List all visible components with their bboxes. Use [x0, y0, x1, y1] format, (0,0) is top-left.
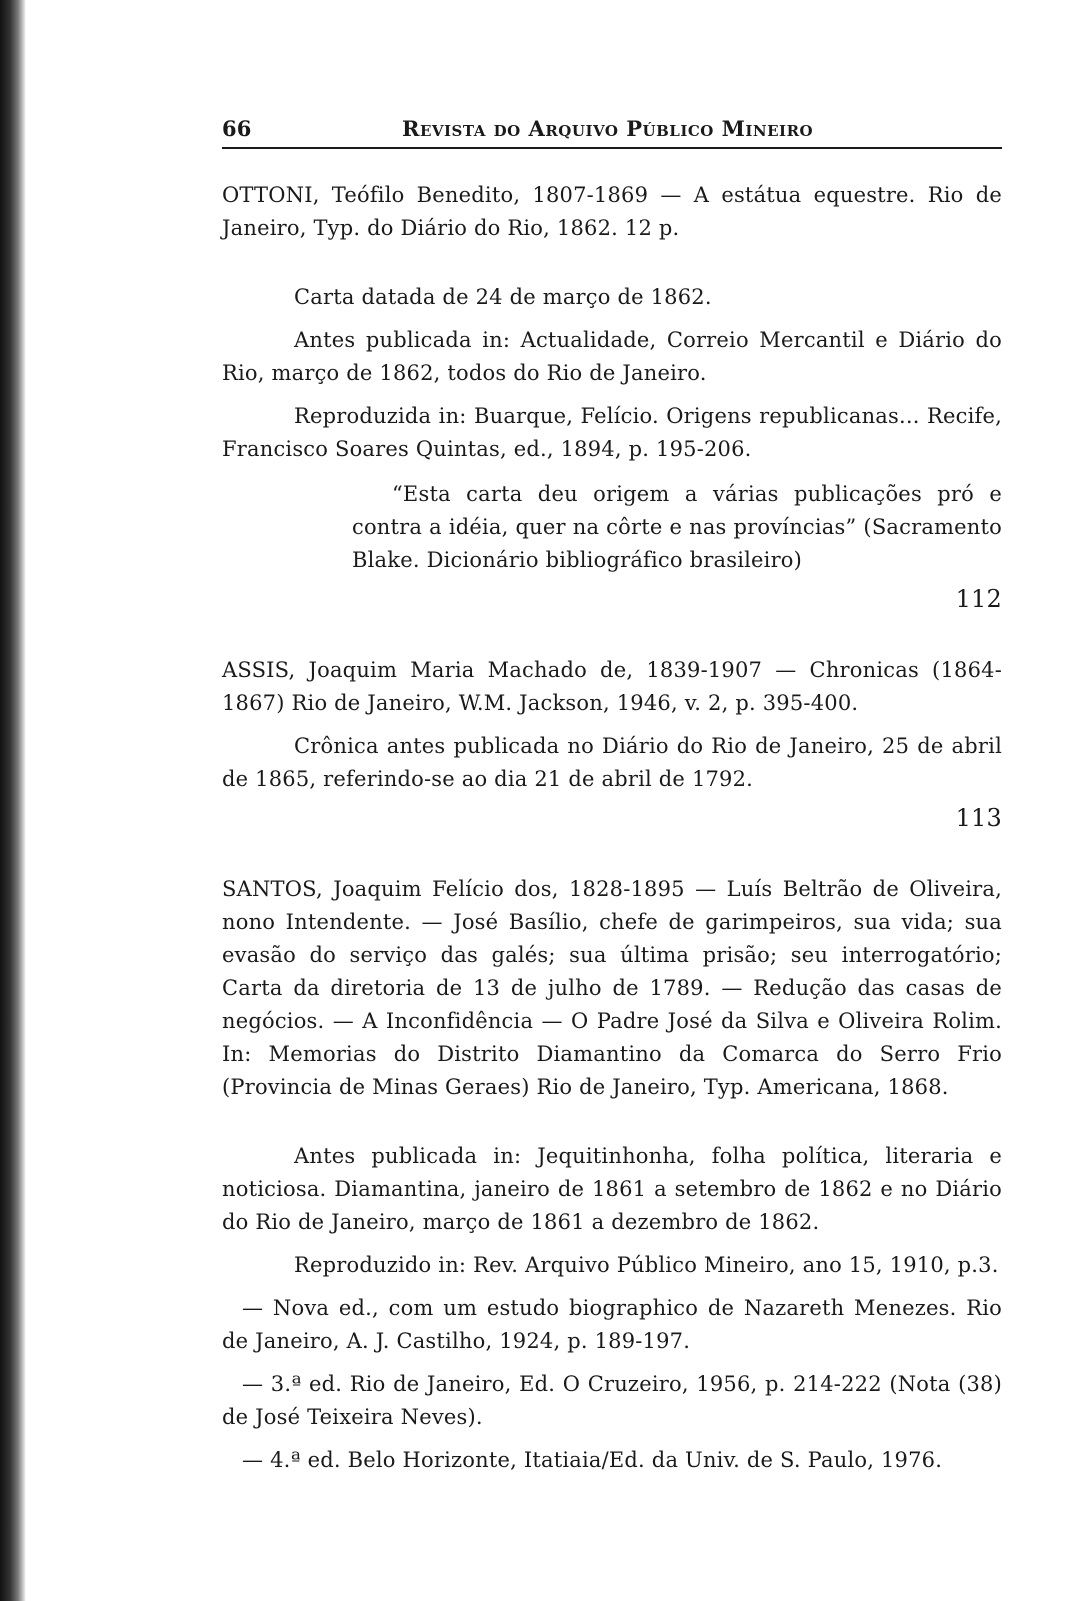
- entry-number: 113: [955, 804, 1002, 832]
- edition-line: — Nova ed., com um estudo biographico de Nazareth Menezes. Rio de Janeiro, A. J. Castilho, 1924, p. 189-197.: [222, 1296, 1002, 1353]
- entry-number: 112: [955, 585, 1002, 613]
- entry-heading: SANTOS, Joaquim Felício dos, 1828-1895 — Luís Beltrão de Oliveira, nono Intendente. — José Basílio, chefe de garimpeiros, sua vida; sua evasão do serviço das galés; sua última prisão; seu interrogatório; Carta da diretoria de 13 de julho de 1789. — Redução das casas de negócios. — A Inconfidência — O Padre José da Silva e Oliveira Rolim. In: Memorias do Distrito Diamantino da Comarca do Serro Frio (Provincia de Minas Geraes) Rio de Janeiro, Typ. Americana, 1868.: [222, 877, 1002, 1099]
- bibliography-entry: [222, 179, 1002, 616]
- journal-title: Revista do Arquivo Público Mineiro: [402, 116, 814, 141]
- bibliography-entry: [222, 654, 1002, 835]
- page-number: 66: [222, 116, 252, 141]
- entry-note: Crônica antes publicada no Diário do Rio de Janeiro, 25 de abril de 1865, referindo-se ao dia 21 de abril de 1792.: [222, 734, 1002, 791]
- entry-note: Reproduzido in: Rev. Arquivo Público Mineiro, ano 15, 1910, p.3.: [294, 1253, 999, 1277]
- book-binding-shadow: [0, 0, 26, 1601]
- bibliography-entry: [222, 873, 1002, 1477]
- entry-heading: ASSIS, Joaquim Maria Machado de, 1839-1907 — Chronicas (1864-1867) Rio de Janeiro, W.M. Jackson, 1946, v. 2, p. 395-400.: [222, 658, 1002, 715]
- running-header: [222, 112, 1002, 149]
- document-page: [222, 112, 1002, 1477]
- entry-quote: “Esta carta deu origem a várias publicações pró e contra a idéia, quer na côrte e nas províncias” (Sacramento Blake. Dicionário bibliográfico brasileiro): [352, 482, 1002, 572]
- entry-note: Antes publicada in: Actualidade, Correio Mercantil e Diário do Rio, março de 1862, todos do Rio de Janeiro.: [222, 328, 1002, 385]
- entry-note: Reproduzida in: Buarque, Felício. Origens republicanas... Recife, Francisco Soares Quintas, ed., 1894, p. 195-206.: [222, 404, 1002, 461]
- entry-note: Antes publicada in: Jequitinhonha, folha política, literaria e noticiosa. Diamantina, janeiro de 1861 a setembro de 1862 e no Diário do Rio de Janeiro, março de 1861 a dezembro de 1862.: [222, 1144, 1002, 1234]
- entry-note: Carta datada de 24 de março de 1862.: [294, 285, 712, 309]
- edition-line: — 3.ª ed. Rio de Janeiro, Ed. O Cruzeiro, 1956, p. 214-222 (Nota (38) de José Teixeira Neves).: [222, 1372, 1002, 1429]
- entry-heading: OTTONI, Teófilo Benedito, 1807-1869 — A estátua equestre. Rio de Janeiro, Typ. do Diário do Rio, 1862. 12 p.: [222, 183, 1002, 240]
- edition-line: — 4.ª ed. Belo Horizonte, Itatiaia/Ed. da Univ. de S. Paulo, 1976.: [242, 1448, 943, 1472]
